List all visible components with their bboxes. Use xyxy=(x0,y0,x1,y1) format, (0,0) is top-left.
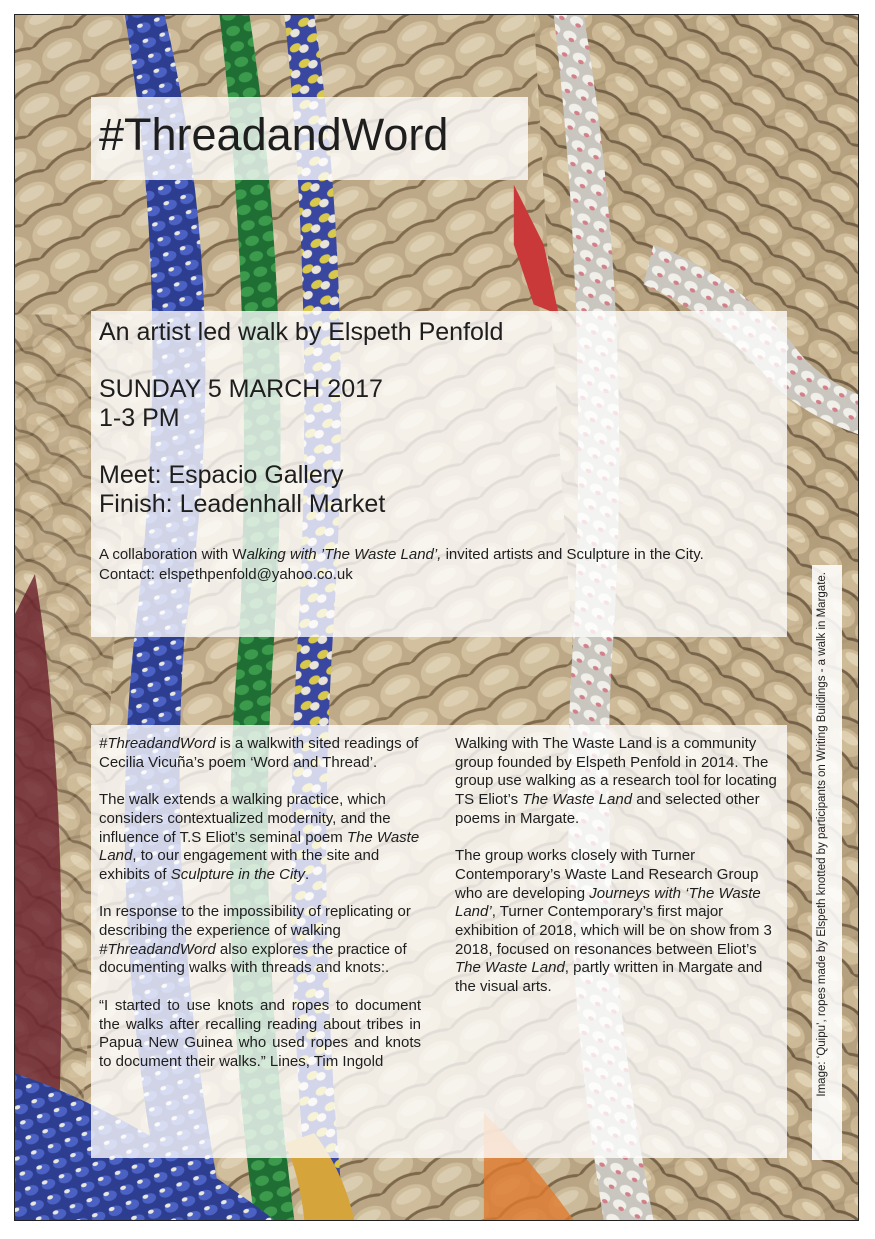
finish-location: Finish: Leadenhall Market xyxy=(99,490,386,518)
left-paragraph-3: In response to the impossibility of replicating or describing the experience of walking #ThreadandWord also explores the practice of documenting walks with threads and knots:. xyxy=(99,903,411,977)
event-date: SUNDAY 5 MARCH 2017 xyxy=(99,375,383,403)
meet-location: Meet: Espacio Gallery xyxy=(99,461,344,489)
title-panel xyxy=(91,97,528,180)
page-title: #ThreadandWord xyxy=(99,109,449,160)
contact-email: Contact: elspethpenfold@yahoo.co.uk xyxy=(99,566,353,583)
poster xyxy=(14,14,859,1221)
event-subtitle: An artist led walk by Elspeth Penfold xyxy=(99,318,504,346)
left-paragraph-1: #ThreadandWord is a walkwith sited readings of Cecilia Vicuña’s poem ‘Word and Thread’. xyxy=(99,735,419,771)
quote-paragraph: “I started to use knots and ropes to document the walks after recalling reading about tribes in Papua New Guinea who used ropes and knots to document their walks.” Lines, Tim Ingold xyxy=(99,996,421,1070)
event-info-panel xyxy=(91,311,787,637)
right-column xyxy=(455,735,777,1016)
image-credit-panel xyxy=(812,565,842,1160)
right-paragraph-1: Walking with The Waste Land is a community group founded by Elspeth Penfold in 2014. The group use walking as a research tool for locating TS Eliot’s The Waste Land and selected other poems in Margate. xyxy=(455,735,777,827)
left-column xyxy=(99,735,421,1090)
collaboration-text: A collaboration with Walking with ’The Waste Land’, invited artists and Sculpture in the City. xyxy=(99,546,704,563)
right-paragraph-2: The group works closely with Turner Contemporary’s Waste Land Research Group who are developing Journeys with ‘The Waste Land’, Turner Contemporary’s first major exhibition of 2018, which will be on show from 3 2018, focused on resonances between Eliot’s The Waste Land, partly written in Margate and the visual arts. xyxy=(455,847,772,996)
left-paragraph-2: The walk extends a walking practice, which considers contextualized modernity, and the influence of T.S Eliot’s seminal poem The Waste Land, to our engagement with the site and exhibits of Sculpture in the City. xyxy=(99,791,420,883)
description-panel xyxy=(91,725,787,1158)
image-credit: Image: ‘Quipu’, ropes made by Elspeth knotted by participants on Writing Buildings - a walk in Margate. xyxy=(816,572,828,1097)
event-time: 1-3 PM xyxy=(99,404,180,432)
